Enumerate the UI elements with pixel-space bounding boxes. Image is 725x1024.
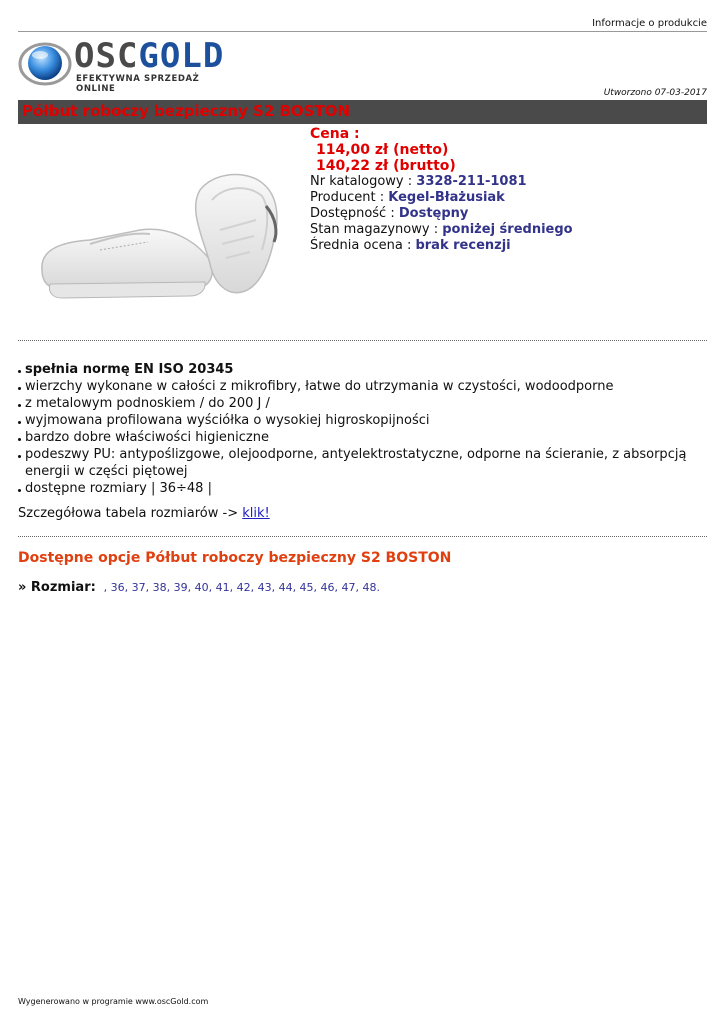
price-label: Cena : xyxy=(310,126,360,142)
catalog-label: Nr katalogowy : xyxy=(310,174,413,189)
size-table-row xyxy=(18,505,708,522)
product-info xyxy=(310,126,573,254)
logo-gold: GOLD xyxy=(138,36,225,76)
rating-value: brak recenzji xyxy=(415,238,511,253)
stock-value: poniżej średniego xyxy=(442,222,573,237)
stock-row xyxy=(310,222,573,238)
size-table-text: Szczegółowa tabela rozmiarów -> xyxy=(18,506,239,521)
price-gross: 140,22 zł (brutto) xyxy=(316,158,456,174)
globe-icon xyxy=(18,36,72,90)
availability-value: Dostępny xyxy=(398,206,469,221)
options-title: Dostępne opcje Półbut roboczy bezpieczny S2 BOSTON xyxy=(18,550,452,566)
stock-label: Stan magazynowy : xyxy=(310,222,439,237)
producer-label: Producent : xyxy=(310,190,385,205)
list-item: spełnia normę EN ISO 20345 xyxy=(18,361,708,378)
rating-label: Średnia ocena : xyxy=(310,238,412,253)
logo-tagline: EFEKTYWNA SPRZEDAŻ ONLINE xyxy=(76,74,200,94)
availability-label: Dostępność : xyxy=(310,206,395,221)
feature-section xyxy=(18,361,708,522)
rating-row xyxy=(310,238,573,254)
producer-row xyxy=(310,190,573,206)
footer-text: Wygenerowano w programie www.oscGold.com xyxy=(18,997,209,1006)
title-bar xyxy=(18,100,707,124)
created-date: Utworzono 07-03-2017 xyxy=(603,88,707,98)
list-item: wyjmowana profilowana wyściółka o wysokiej higroskopijności xyxy=(18,412,708,429)
logo xyxy=(18,36,238,94)
catalog-row xyxy=(310,174,573,190)
size-table-link[interactable]: klik! xyxy=(242,506,270,521)
divider xyxy=(18,340,707,341)
product-title: Półbut roboczy bezpieczny S2 BOSTON xyxy=(22,102,351,120)
list-item: bardzo dobre właściwości higieniczne xyxy=(18,429,708,446)
list-item: z metalowym podnoskiem / do 200 J / xyxy=(18,395,708,412)
feature-list xyxy=(18,361,708,497)
logo-wordmark xyxy=(74,38,224,74)
availability-row xyxy=(310,206,573,222)
catalog-value: 3328-211-1081 xyxy=(416,174,527,189)
top-rule xyxy=(18,31,707,32)
product-image xyxy=(30,160,300,320)
price-net: 114,00 zł (netto) xyxy=(316,142,449,158)
producer-value: Kegel-Błażusiak xyxy=(388,190,505,205)
size-options[interactable]: , 36, 37, 38, 39, 40, 41, 42, 43, 44, 45, 46, 47, 48. xyxy=(103,581,381,594)
list-item: dostępne rozmiary | 36÷48 | xyxy=(18,480,708,497)
options-row xyxy=(18,580,380,595)
top-label: Informacje o produkcie xyxy=(592,18,707,29)
size-label: » Rozmiar: xyxy=(18,580,96,595)
logo-osc: OSC xyxy=(74,36,139,76)
list-item: wierzchy wykonane w całości z mikrofibry, łatwe do utrzymania w czystości, wodoodporne xyxy=(18,378,708,395)
divider xyxy=(18,536,707,537)
list-item: podeszwy PU: antypoślizgowe, olejoodporne, antyelektrostatyczne, odporne na ścieranie, z absorpcją energii w części piętowej xyxy=(18,446,708,480)
